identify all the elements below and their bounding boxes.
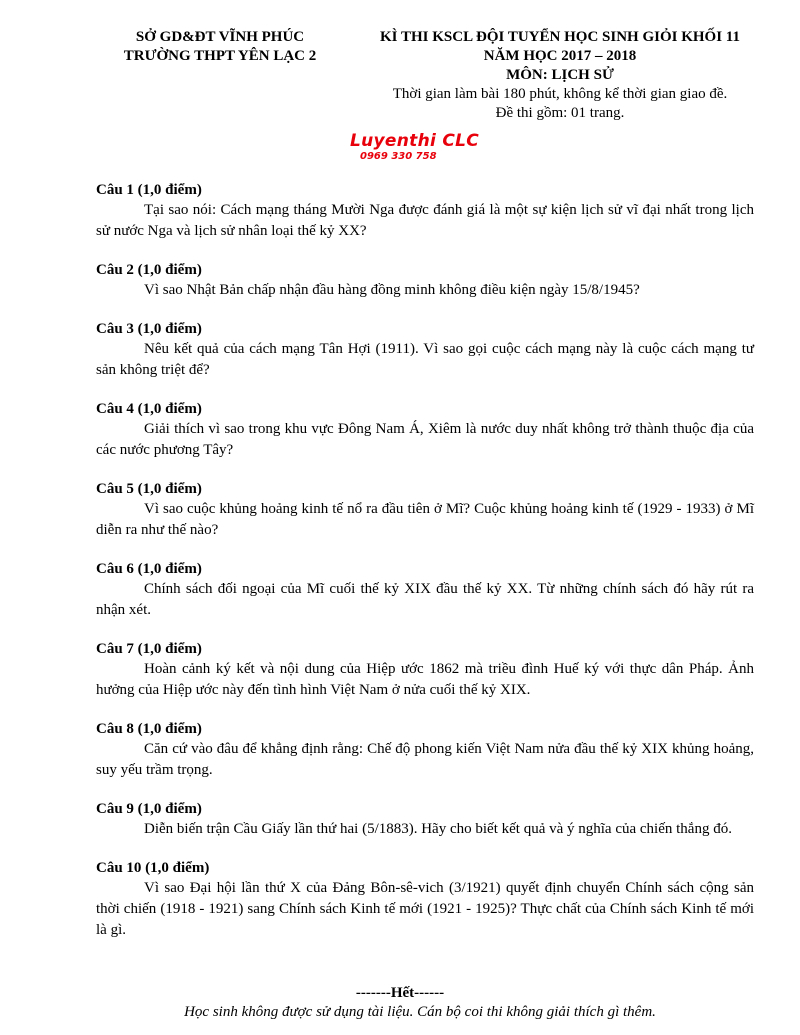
question-body: Giải thích vì sao trong khu vực Đông Nam Á, Xiêm là nước duy nhất không trở thành thuộc địa của các nước phương Tây? [96, 421, 754, 458]
question-body: Vì sao Đại hội lần thứ X của Đảng Bôn-sê-vich (3/1921) quyết định chuyển Chính sách cộng sản thời chiến (1918 - 1921) sang Chính sách Kinh tế mới (1921 - 1925)? Thực chất của Chính sách Kinh tế mới là gì. [96, 880, 754, 938]
logo-phone: 0969 330 758 [360, 151, 437, 162]
question-body: Vì sao cuộc khủng hoảng kinh tế nổ ra đầu tiên ở Mĩ? Cuộc khủng hoảng kinh tế (1929 - 1933) ở Mĩ diễn ra như thế nào? [96, 501, 754, 538]
question-item [96, 719, 754, 781]
question-item [96, 858, 754, 941]
question-item [96, 639, 754, 701]
school-year: NĂM HỌC 2017 – 2018 [483, 48, 637, 64]
question-title: Câu 9 (1,0 điểm) [96, 801, 202, 817]
question-item [96, 180, 754, 242]
logo-name: Luyenthi CLC [350, 131, 480, 151]
question-item [96, 559, 754, 621]
question-item [96, 479, 754, 541]
issuer-header [80, 28, 360, 66]
question-title: Câu 6 (1,0 điểm) [96, 561, 202, 577]
question-item [96, 319, 754, 381]
subject: MÔN: LỊCH SỬ [506, 67, 614, 83]
page-count: Đề thi gồm: 01 trang. [495, 105, 625, 121]
question-title: Câu 4 (1,0 điểm) [96, 401, 202, 417]
question-title: Câu 8 (1,0 điểm) [96, 721, 202, 737]
question-title: Câu 1 (1,0 điểm) [96, 182, 202, 198]
question-body: Diễn biến trận Cầu Giấy lần thứ hai (5/1883). Hãy cho biết kết quả và ý nghĩa của chiến thắng đó. [144, 821, 732, 837]
question-body: Vì sao Nhật Bản chấp nhận đầu hàng đồng minh không điều kiện ngày 15/8/1945? [144, 282, 640, 298]
end-marker: -------Hết------ [355, 985, 445, 1001]
school-name: TRƯỜNG THPT YÊN LẠC 2 [123, 48, 317, 64]
question-title: Câu 10 (1,0 điểm) [96, 860, 210, 876]
exam-title: KÌ THI KSCL ĐỘI TUYỂN HỌC SINH GIỎI KHỐI 11 [380, 29, 740, 45]
question-title: Câu 7 (1,0 điểm) [96, 641, 202, 657]
question-title: Câu 2 (1,0 điểm) [96, 262, 202, 278]
exam-header [350, 28, 770, 123]
question-body: Hoàn cảnh ký kết và nội dung của Hiệp ước 1862 mà triều đình Huế ký với thực dân Pháp. Ảnh hưởng của Hiệp ước này đến tình hình Việt Nam ở nửa cuối thế kỷ XIX. [96, 661, 754, 698]
time-limit: Thời gian làm bài 180 phút, không kể thời gian giao đề. [392, 86, 728, 102]
watermark-logo [350, 132, 500, 163]
question-body: Căn cứ vào đâu để khẳng định rằng: Chế độ phong kiến Việt Nam nửa đầu thế kỷ XIX khủng hoảng, suy yếu trầm trọng. [96, 741, 754, 778]
footer-note: Học sinh không được sử dụng tài liệu. Cán bộ coi thi không giải thích gì thêm. [184, 1004, 656, 1020]
question-body: Nêu kết quả của cách mạng Tân Hợi (1911). Vì sao gọi cuộc cách mạng này là cuộc cách mạng tư sản không triệt để? [96, 341, 754, 378]
question-item [96, 260, 754, 301]
question-title: Câu 3 (1,0 điểm) [96, 321, 202, 337]
question-title: Câu 5 (1,0 điểm) [96, 481, 202, 497]
question-item [96, 799, 754, 840]
department-name: SỞ GD&ĐT VĨNH PHÚC [135, 29, 305, 45]
question-item [96, 399, 754, 461]
question-list [96, 180, 754, 959]
question-body: Tại sao nói: Cách mạng tháng Mười Nga được đánh giá là một sự kiện lịch sử vĩ đại nhất trong lịch sử nước Nga và lịch sử nhân loại thế kỷ XX? [96, 202, 754, 239]
question-body: Chính sách đối ngoại của Mĩ cuối thế kỷ XIX đầu thế kỷ XX. Từ những chính sách đó hãy rút ra nhận xét. [96, 581, 754, 618]
